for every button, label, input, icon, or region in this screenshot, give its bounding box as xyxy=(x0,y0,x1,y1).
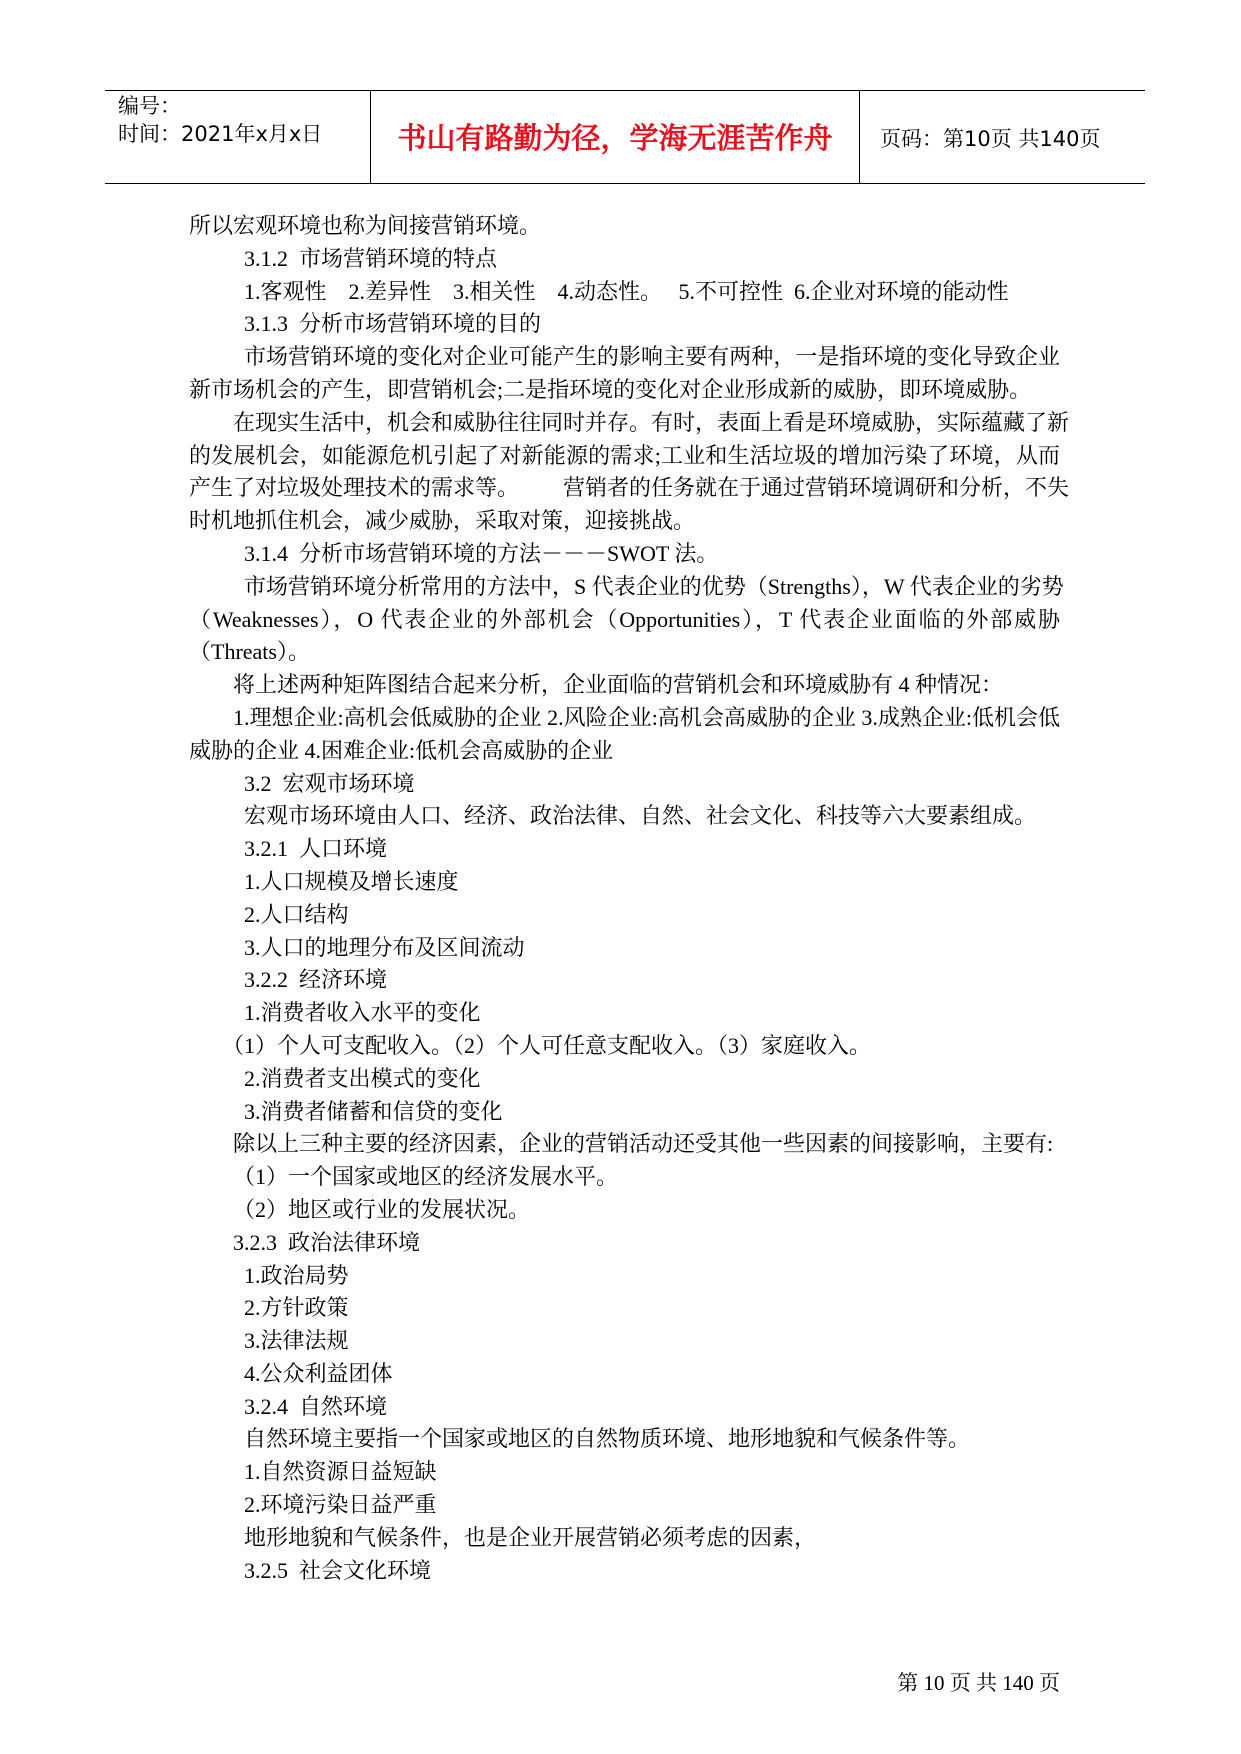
list-item: 2.环境污染日益严重 xyxy=(244,1492,437,1518)
section-heading: 3.2 宏观市场环境 xyxy=(244,770,415,796)
list-item: 3.消费者储蓄和信贷的变化 xyxy=(244,1098,503,1124)
list-item: （2）地区或行业的发展状况。 xyxy=(233,1196,531,1222)
header-motto: 书山有路勤为径，学海无涯苦作舟 xyxy=(397,123,833,155)
document-body xyxy=(0,210,1241,1587)
list-item: 2.人口结构 xyxy=(244,901,349,927)
list-item: 1.消费者收入水平的变化 xyxy=(244,1000,481,1026)
section-heading: 3.2.4 自然环境 xyxy=(244,1393,388,1419)
paragraph-line: 时机地抓住机会，减少威胁，采取对策，迎接挑战。 xyxy=(189,508,696,534)
section-heading: 3.2.3 政治法律环境 xyxy=(233,1229,421,1255)
section-heading: 3.2.1 人口环境 xyxy=(244,836,388,862)
header-motto-cell xyxy=(370,91,860,183)
list-item: 1.政治局势 xyxy=(244,1262,349,1288)
paragraph-line: 在现实生活中，机会和威胁往往同时并存。有时，表面上看是环境威胁，实际蕴藏了新 xyxy=(233,409,1070,435)
list-item: （1）一个国家或地区的经济发展水平。 xyxy=(233,1164,619,1190)
page-footer xyxy=(876,1641,1060,1725)
section-heading: 3.1.2 市场营销环境的特点 xyxy=(244,245,498,271)
paragraph-line: （Threats）。 xyxy=(189,639,310,665)
list-item: 2.方针政策 xyxy=(244,1295,349,1321)
list-item: （1）个人可支配收入。（2）个人可任意支配收入。（3）家庭收入。 xyxy=(222,1032,872,1058)
list-line: 1.客观性 2.差异性 3.相关性 4.动态性。 5.不可控性 6.企业对环境的能动性 xyxy=(244,278,1009,304)
paragraph-line: 除以上三种主要的经济因素，企业的营销活动还受其他一些因素的间接影响，主要有: xyxy=(233,1131,1054,1157)
list-item: 1.自然资源日益短缺 xyxy=(244,1459,437,1485)
document-number-label: 编号： xyxy=(118,94,181,118)
section-heading: 3.2.5 社会文化环境 xyxy=(244,1557,432,1583)
paragraph-line: 将上述两种矩阵图结合起来分析，企业面临的营销机会和环境威胁有 4 种情况： xyxy=(233,672,1004,698)
paragraph-line: 市场营销环境分析常用的方法中，S 代表企业的优势（Strengths），W 代表企业的劣势 xyxy=(244,573,1064,599)
paragraph-line: 宏观市场环境由人口、经济、政治法律、自然、社会文化、科技等六大要素组成。 xyxy=(244,803,1037,829)
paragraph-line: 威胁的企业 4.困难企业:低机会高威胁的企业 xyxy=(189,737,614,763)
paragraph-line: 市场营销环境的变化对企业可能产生的影响主要有两种，一是指环境的变化导致企业 xyxy=(244,344,1060,370)
paragraph-line: 地形地貌和气候条件，也是企业开展营销必须考虑的因素， xyxy=(244,1524,817,1550)
section-heading: 3.2.2 经济环境 xyxy=(244,967,388,993)
paragraph-line: 自然环境主要指一个国家或地区的自然物质环境、地形地貌和气候条件等。 xyxy=(244,1426,971,1452)
paragraph-line: 所以宏观环境也称为间接营销环境。 xyxy=(189,213,542,238)
paragraph-line: 新市场机会的产生，即营销机会;二是指环境的变化对企业形成新的威胁，即环境威胁。 xyxy=(189,376,1032,402)
paragraph-line: 1.理想企业:高机会低威胁的企业 2.风险企业:高机会高威胁的企业 3.成熟企业:低机会低 xyxy=(233,704,1060,730)
header-page-info: 页码：第10页 共140页 xyxy=(880,127,1101,151)
paragraph-line: （Weaknesses），O 代表企业的外部机会（Opportunities），T 代表企业面临的外部威胁 xyxy=(189,606,1060,632)
page-header xyxy=(105,90,1145,184)
list-item: 3.法律法规 xyxy=(244,1328,349,1354)
header-info-cell xyxy=(105,91,370,183)
footer-page-number: 第 10 页 共 140 页 xyxy=(897,1671,1060,1695)
list-item: 1.人口规模及增长速度 xyxy=(244,868,459,894)
document-time-label: 时间：2021年x月x日 xyxy=(118,122,323,146)
list-item: 2.消费者支出模式的变化 xyxy=(244,1065,481,1091)
section-heading: 3.1.3 分析市场营销环境的目的 xyxy=(244,311,542,337)
section-heading: 3.1.4 分析市场营销环境的方法－－－SWOT 法。 xyxy=(244,540,719,566)
list-item: 4.公众利益团体 xyxy=(244,1360,393,1386)
paragraph-line: 的发展机会，如能源危机引起了对新能源的需求;工业和生活垃圾的增加污染了环境，从而 xyxy=(189,442,1060,468)
header-page-cell xyxy=(860,91,1145,183)
paragraph-line: 产生了对垃圾处理技术的需求等。 营销者的任务就在于通过营销环境调研和分析，不失 xyxy=(189,475,1070,501)
list-item: 3.人口的地理分布及区间流动 xyxy=(244,934,525,960)
